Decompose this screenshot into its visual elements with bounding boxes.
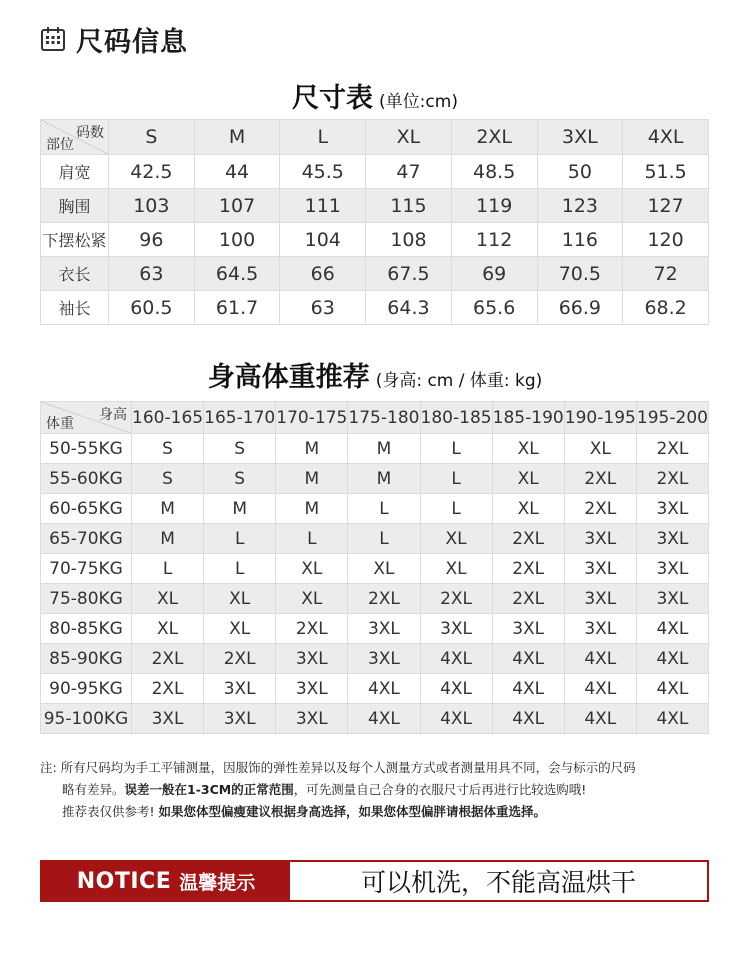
table-cell: 119 xyxy=(451,189,537,223)
table-row xyxy=(41,644,709,674)
table-row xyxy=(41,434,709,464)
column-header: 160-165 xyxy=(132,402,204,434)
table-cell: XL xyxy=(348,554,420,584)
row-label: 衣长 xyxy=(41,257,109,291)
table-cell: 4XL xyxy=(564,704,636,734)
recommend-title: 身高体重推荐 xyxy=(207,362,370,393)
table-cell: S xyxy=(132,434,204,464)
table-cell: 47 xyxy=(366,155,452,189)
table-cell: 104 xyxy=(280,223,366,257)
table-cell: 4XL xyxy=(636,704,708,734)
table-cell: 69 xyxy=(451,257,537,291)
corner-top-label: 身高 xyxy=(99,407,127,423)
notice-message: 可以机洗，不能高温烘干 xyxy=(360,868,636,897)
table-row xyxy=(41,155,709,189)
table-cell: 3XL xyxy=(636,554,708,584)
table-cell: 3XL xyxy=(564,614,636,644)
table-cell: 2XL xyxy=(492,554,564,584)
recommend-table xyxy=(40,401,709,734)
table-cell: 2XL xyxy=(348,584,420,614)
corner-bottom-label: 部位 xyxy=(46,137,74,153)
table-cell: 120 xyxy=(623,223,709,257)
recommend-heading xyxy=(0,355,750,394)
table-cell: 108 xyxy=(366,223,452,257)
corner-top-label: 码数 xyxy=(76,125,104,141)
table-cell: 45.5 xyxy=(280,155,366,189)
table-cell: 100 xyxy=(194,223,280,257)
table-cell: 50 xyxy=(537,155,623,189)
table-cell: 3XL xyxy=(564,554,636,584)
table-row xyxy=(41,257,709,291)
notice-label-cn: 温馨提示 xyxy=(179,871,256,894)
page-title: 尺码信息 xyxy=(76,26,188,58)
table-cell: 44 xyxy=(194,155,280,189)
column-header: 180-185 xyxy=(420,402,492,434)
table-cell: 3XL xyxy=(636,584,708,614)
table-cell: 4XL xyxy=(420,704,492,734)
table-cell: 2XL xyxy=(420,584,492,614)
table-cell: XL xyxy=(564,434,636,464)
table-cell: 3XL xyxy=(276,674,348,704)
table-cell: M xyxy=(132,524,204,554)
table-cell: XL xyxy=(492,434,564,464)
table-cell: XL xyxy=(132,584,204,614)
table-cell: 2XL xyxy=(492,584,564,614)
table-row xyxy=(41,524,709,554)
table-cell: L xyxy=(204,554,276,584)
table-cell: 64.5 xyxy=(194,257,280,291)
column-header: 3XL xyxy=(537,120,623,155)
row-label: 60-65KG xyxy=(41,494,132,524)
notice-label xyxy=(42,862,290,900)
table-cell: XL xyxy=(420,554,492,584)
table-cell: M xyxy=(348,434,420,464)
note-line-2 xyxy=(40,779,730,801)
table-row xyxy=(41,494,709,524)
table-cell: 67.5 xyxy=(366,257,452,291)
table-cell: XL xyxy=(492,464,564,494)
table-cell: 4XL xyxy=(348,704,420,734)
note-line-1: 注: 所有尺码均为手工平铺测量，因服饰的弹性差异以及每个人测量方式或者测量用具不同，会与标示的尺码 xyxy=(40,760,636,775)
column-header: 165-170 xyxy=(204,402,276,434)
table-cell: 4XL xyxy=(348,674,420,704)
table-cell: 2XL xyxy=(132,644,204,674)
header-row xyxy=(41,402,709,434)
table-cell: 4XL xyxy=(636,674,708,704)
row-label: 下摆松紧 xyxy=(41,223,109,257)
table-cell: 4XL xyxy=(420,674,492,704)
note-text: 推荐表仅供参考! xyxy=(62,804,159,819)
row-label: 90-95KG xyxy=(41,674,132,704)
row-label: 50-55KG xyxy=(41,434,132,464)
table-cell: M xyxy=(276,464,348,494)
table-cell: 42.5 xyxy=(109,155,195,189)
table-cell: 4XL xyxy=(564,674,636,704)
table-cell: 63 xyxy=(109,257,195,291)
column-header: 170-175 xyxy=(276,402,348,434)
table-row xyxy=(41,464,709,494)
row-label: 75-80KG xyxy=(41,584,132,614)
table-cell: 112 xyxy=(451,223,537,257)
table-cell: 4XL xyxy=(492,704,564,734)
table-cell: L xyxy=(420,464,492,494)
column-header: 175-180 xyxy=(348,402,420,434)
column-header: 185-190 xyxy=(492,402,564,434)
row-label: 95-100KG xyxy=(41,704,132,734)
table-cell: 3XL xyxy=(636,524,708,554)
table-cell: L xyxy=(420,494,492,524)
table-cell: 4XL xyxy=(564,644,636,674)
corner-cell xyxy=(41,402,132,434)
note-emphasis: 误差一般在1-3CM的正常范围 xyxy=(124,782,294,797)
column-header: 195-200 xyxy=(636,402,708,434)
table-row xyxy=(41,614,709,644)
note-emphasis: 如果您体型偏瘦建议根据身高选择，如果您体型偏胖请根据体重选择。 xyxy=(158,804,547,819)
table-cell: 64.3 xyxy=(366,291,452,325)
table-row xyxy=(41,189,709,223)
table-cell: 2XL xyxy=(204,644,276,674)
table-cell: 72 xyxy=(623,257,709,291)
notice-label-en: NOTICE xyxy=(76,868,172,894)
table-cell: L xyxy=(204,524,276,554)
table-cell: XL xyxy=(276,554,348,584)
recommend-unit: (身高: cm / 体重: kg) xyxy=(375,371,543,391)
size-chart-table xyxy=(40,119,709,325)
table-cell: 3XL xyxy=(276,704,348,734)
table-cell: 3XL xyxy=(564,584,636,614)
column-header: XL xyxy=(366,120,452,155)
table-cell: 4XL xyxy=(492,674,564,704)
table-cell: L xyxy=(348,494,420,524)
column-header: L xyxy=(280,120,366,155)
size-chart-heading xyxy=(0,76,750,115)
row-label: 70-75KG xyxy=(41,554,132,584)
table-cell: M xyxy=(276,434,348,464)
table-cell: 48.5 xyxy=(451,155,537,189)
row-label: 80-85KG xyxy=(41,614,132,644)
table-cell: XL xyxy=(420,524,492,554)
table-cell: 65.6 xyxy=(451,291,537,325)
table-cell: M xyxy=(276,494,348,524)
size-notes xyxy=(40,757,730,823)
note-line-3 xyxy=(40,801,730,823)
calendar-icon xyxy=(40,26,66,52)
note-text: ，可先测量自己合身的衣服尺寸后再进行比较选购哦! xyxy=(293,782,587,797)
table-cell: 3XL xyxy=(204,674,276,704)
table-cell: XL xyxy=(276,584,348,614)
table-cell: 66.9 xyxy=(537,291,623,325)
table-cell: 2XL xyxy=(636,464,708,494)
table-cell: XL xyxy=(204,614,276,644)
row-label: 65-70KG xyxy=(41,524,132,554)
table-cell: 2XL xyxy=(132,674,204,704)
table-row xyxy=(41,584,709,614)
table-row xyxy=(41,674,709,704)
table-cell: 96 xyxy=(109,223,195,257)
table-cell: 2XL xyxy=(492,524,564,554)
table-cell: 4XL xyxy=(636,644,708,674)
table-cell: 2XL xyxy=(564,494,636,524)
table-cell: S xyxy=(204,434,276,464)
table-cell: 115 xyxy=(366,189,452,223)
table-cell: XL xyxy=(204,584,276,614)
table-cell: 3XL xyxy=(204,704,276,734)
header-row xyxy=(41,120,709,155)
size-chart-title: 尺寸表 xyxy=(292,83,374,114)
table-cell: 61.7 xyxy=(194,291,280,325)
table-cell: XL xyxy=(132,614,204,644)
table-cell: 3XL xyxy=(564,524,636,554)
table-cell: 4XL xyxy=(636,614,708,644)
table-cell: L xyxy=(132,554,204,584)
row-label: 袖长 xyxy=(41,291,109,325)
table-cell: XL xyxy=(492,494,564,524)
table-cell: 3XL xyxy=(132,704,204,734)
table-cell: S xyxy=(204,464,276,494)
table-cell: 3XL xyxy=(276,644,348,674)
row-label: 肩宽 xyxy=(41,155,109,189)
table-cell: S xyxy=(132,464,204,494)
column-header: 2XL xyxy=(451,120,537,155)
table-cell: 123 xyxy=(537,189,623,223)
row-label: 55-60KG xyxy=(41,464,132,494)
row-label: 85-90KG xyxy=(41,644,132,674)
table-cell: 66 xyxy=(280,257,366,291)
corner-bottom-label: 体重 xyxy=(46,416,74,432)
table-cell: 3XL xyxy=(636,494,708,524)
table-cell: M xyxy=(204,494,276,524)
table-cell: 2XL xyxy=(636,434,708,464)
column-header: 4XL xyxy=(623,120,709,155)
table-cell: 103 xyxy=(109,189,195,223)
table-cell: 68.2 xyxy=(623,291,709,325)
table-cell: 2XL xyxy=(564,464,636,494)
table-cell: 63 xyxy=(280,291,366,325)
column-header: M xyxy=(194,120,280,155)
corner-cell xyxy=(41,120,109,155)
table-cell: L xyxy=(348,524,420,554)
column-header: 190-195 xyxy=(564,402,636,434)
table-cell: 127 xyxy=(623,189,709,223)
row-label: 胸围 xyxy=(41,189,109,223)
table-row xyxy=(41,291,709,325)
table-cell: L xyxy=(276,524,348,554)
notice-banner xyxy=(40,860,709,902)
table-cell: 3XL xyxy=(348,614,420,644)
table-cell: 116 xyxy=(537,223,623,257)
table-row xyxy=(41,223,709,257)
table-cell: L xyxy=(420,434,492,464)
table-cell: 51.5 xyxy=(623,155,709,189)
table-row xyxy=(41,704,709,734)
table-cell: 70.5 xyxy=(537,257,623,291)
table-cell: 60.5 xyxy=(109,291,195,325)
table-cell: M xyxy=(132,494,204,524)
table-cell: M xyxy=(348,464,420,494)
table-cell: 111 xyxy=(280,189,366,223)
column-header: S xyxy=(109,120,195,155)
note-text: 略有差异。 xyxy=(62,782,125,797)
table-cell: 4XL xyxy=(492,644,564,674)
table-cell: 3XL xyxy=(420,614,492,644)
table-row xyxy=(41,554,709,584)
table-cell: 3XL xyxy=(348,644,420,674)
size-chart-unit: (单位:cm) xyxy=(379,92,458,112)
table-cell: 107 xyxy=(194,189,280,223)
table-cell: 2XL xyxy=(276,614,348,644)
section-header xyxy=(40,22,188,56)
table-cell: 3XL xyxy=(492,614,564,644)
table-cell: 4XL xyxy=(420,644,492,674)
